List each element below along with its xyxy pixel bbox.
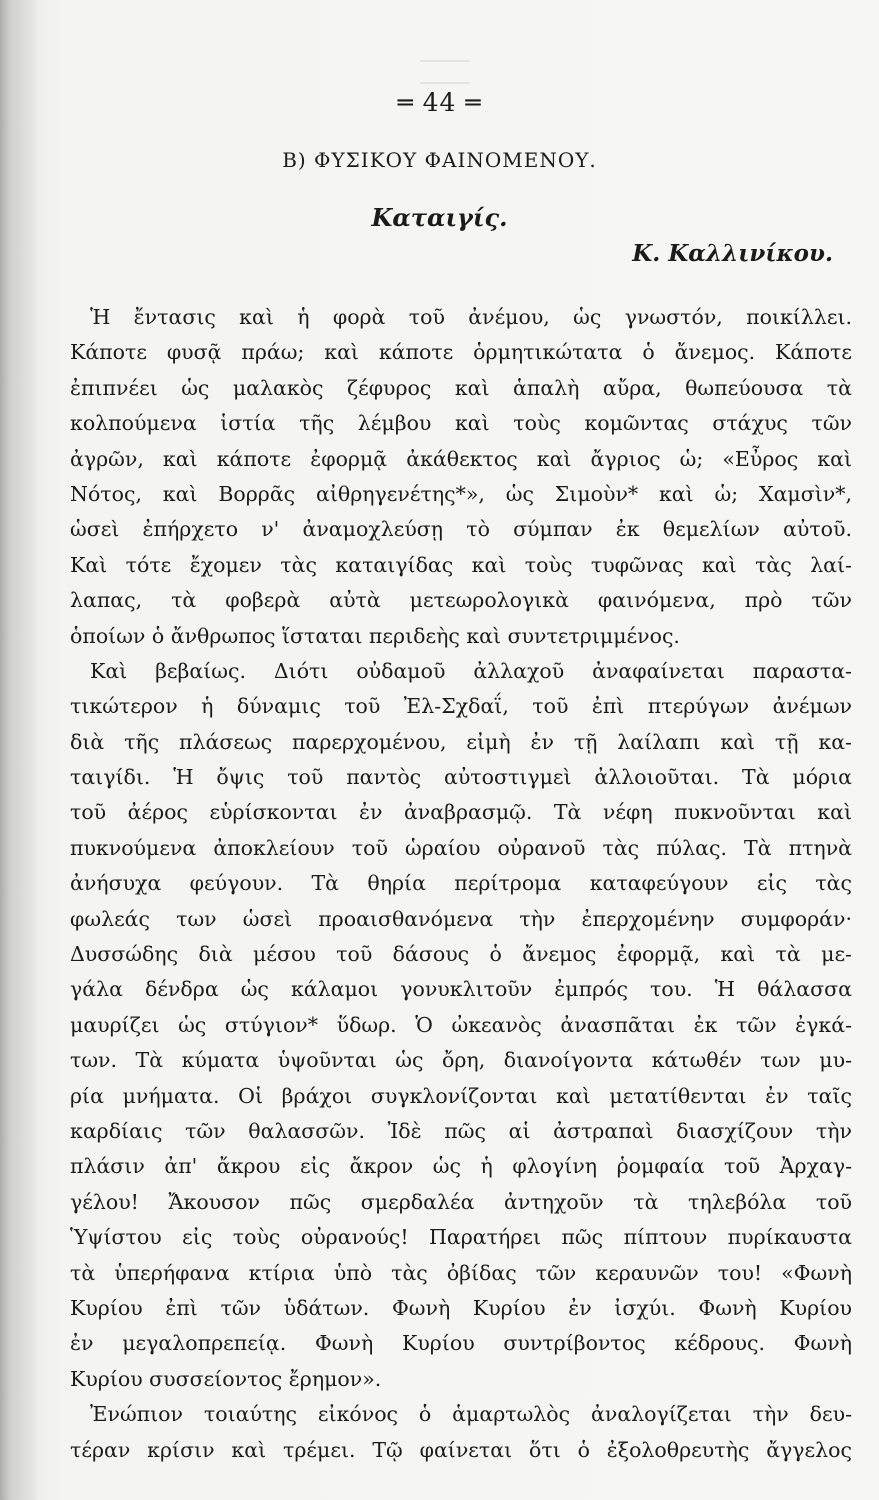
text-line: τοῦ ἀέρος εὑρίσκονται ἐν ἀναβρασμῷ. Τὰ νέφη πυκνοῦνται καὶ <box>70 800 852 825</box>
text-line: τικώτερον ἡ δύναμις τοῦ Ἐλ-Σχδαΐ, τοῦ ἐπὶ πτερύγων ἀνέμων <box>70 694 852 719</box>
text-line: ταιγίδι. Ἡ ὄψις τοῦ παντὸς αὐτοστιγμεὶ ἀλλοιοῦται. Τὰ μόρια <box>70 765 852 790</box>
text-line: Ἐνώπιον τοιαύτης εἰκόνος ὁ ἁμαρτωλὸς ἀναλογίζεται τὴν δευ- <box>90 1402 852 1427</box>
text-line: πυκνούμενα ἀποκλείουν τοῦ ὡραίου οὐρανοῦ τὰς πύλας. Τὰ πτηνὰ <box>70 835 852 860</box>
text-line: Κάποτε φυσᾷ πράω; καὶ κάποτε ὁρμητικώτατα ὁ ἄνεμος. Κάποτε <box>70 340 852 365</box>
text-line: Δυσσώδης διὰ μέσου τοῦ δάσους ὁ ἄνεμος ἐφορμᾷ, καὶ τὰ με- <box>70 942 852 967</box>
text-line: Ὑψίστου εἰς τοὺς οὐρανούς! Παρατήρει πῶς πίπτουν πυρίκαυστα <box>70 1225 852 1250</box>
text-line: ἐπιπνέει ὡς μαλακὸς ζέφυρος καὶ ἁπαλὴ αὔρα, θωπεύουσα τὰ <box>70 375 852 400</box>
text-line: κολπούμενα ἱστία τῆς λέμβου καὶ τοὺς κομῶντας στάχυς τῶν <box>70 411 852 436</box>
text-line: ἐν μεγαλοπρεπείᾳ. Φωνὴ Κυρίου συντρίβοντος κέδρους. Φωνὴ <box>70 1331 852 1356</box>
text-line: Κυρίου συσσείοντος ἔρημον». <box>70 1366 382 1391</box>
text-line: μαυρίζει ὡς στύγιον* ὕδωρ. Ὁ ὠκεανὸς ἀνασπᾶται ἐκ τῶν ἐγκά- <box>70 1012 852 1037</box>
body-text <box>70 300 852 1468</box>
text-line: λαπας, τὰ φοβερὰ αὐτὰ μετεωρολογικὰ φαινόμενα, πρὸ τῶν <box>70 588 852 613</box>
page-number: ═ 44 ═ <box>397 88 482 117</box>
author-name: Κ. Καλλινίκου. <box>632 240 833 267</box>
text-line: γάλα δένδρα ὡς κάλαμοι γονυκλιτοῦν ἐμπρός του. Ἡ θάλασσα <box>70 977 852 1002</box>
text-line: ἀγρῶν, καὶ κάποτε ἐφορμᾷ ἀκάθεκτος καὶ ἄγριος ὡ; «Εὖρος καὶ <box>70 446 852 471</box>
text-line: Νότος, καὶ Βορρᾶς αἰθρηγενέτης*», ὡς Σιμοὺν* καὶ ὡ; Χαμσὶν*, <box>70 481 852 506</box>
text-line: ρία μνήματα. Οἱ βράχοι συγκλονίζονται καὶ μετατίθενται ἐν ταῖς <box>70 1083 852 1108</box>
text-line: πλάσιν ἀπ' ἄκρου εἰς ἄκρον ὡς ἡ φλογίνη ῥομφαία τοῦ Ἀρχαγ- <box>70 1154 852 1179</box>
text-line: τὰ ὑπερήφανα κτίρια ὑπὸ τὰς ὀβίδας τῶν κεραυνῶν του! «Φωνὴ <box>70 1260 852 1285</box>
text-line: καρδίαις τῶν θαλασσῶν. Ἰδὲ πῶς αἱ ἀστραπαὶ διασχίζουν τὴν <box>70 1118 852 1143</box>
text-line: Καὶ βεβαίως. Διότι οὐδαμοῦ ἀλλαχοῦ ἀναφαίνεται παραστα- <box>90 658 852 683</box>
text-line: διὰ τῆς πλάσεως παρερχομένου, εἰμὴ ἐν τῇ λαίλαπι καὶ τῇ κα- <box>70 729 852 754</box>
text-line: γέλου! Ἄκουσον πῶς σμερδαλέα ἀντηχοῦν τὰ τηλεβόλα τοῦ <box>70 1189 852 1214</box>
text-line: ἀνήσυχα φεύγουν. Τὰ θηρία περίτρομα καταφεύγουν εἰς τὰς <box>70 871 852 896</box>
bleed-through-mark <box>420 60 470 84</box>
text-line: τέραν κρίσιν καὶ τρέμει. Τῷ φαίνεται ὅτι ὁ ἐξολοθρευτὴς ἄγγελος <box>70 1437 852 1462</box>
section-heading: Β) ΦΥΣΙΚΟΥ ΦΑΙΝΟΜΕΝΟΥ. <box>282 148 597 172</box>
text-line: Κυρίου ἐπὶ τῶν ὑδάτων. Φωνὴ Κυρίου ἐν ἰσχύι. Φωνὴ Κυρίου <box>70 1295 852 1320</box>
text-line: Ἡ ἔντασις καὶ ἡ φορὰ τοῦ ἀνέμου, ὡς γνωστόν, ποικίλλει. <box>90 305 852 329</box>
text-line: ὁποίων ὁ ἄνθρωπος ἵσταται περιδεὴς καὶ συντετριμμένος. <box>70 623 680 648</box>
text-line: ὡσεὶ ἐπήρχετο ν' ἀναμοχλεύσῃ τὸ σύμπαν ἐκ θεμελίων αὐτοῦ. <box>70 517 852 542</box>
text-line: των. Τὰ κύματα ὑψοῦνται ὡς ὄρη, διανοίγοντα κάτωθέν των μυ- <box>70 1048 852 1073</box>
article-title: Καταιγίς. <box>371 203 508 232</box>
text-line: Καὶ τότε ἔχομεν τὰς καταιγίδας καὶ τοὺς τυφῶνας καὶ τὰς λαί- <box>70 552 852 577</box>
text-line: φωλεάς των ὡσεὶ προαισθανόμενα τὴν ἐπερχομένην συμφοράν· <box>70 906 852 931</box>
